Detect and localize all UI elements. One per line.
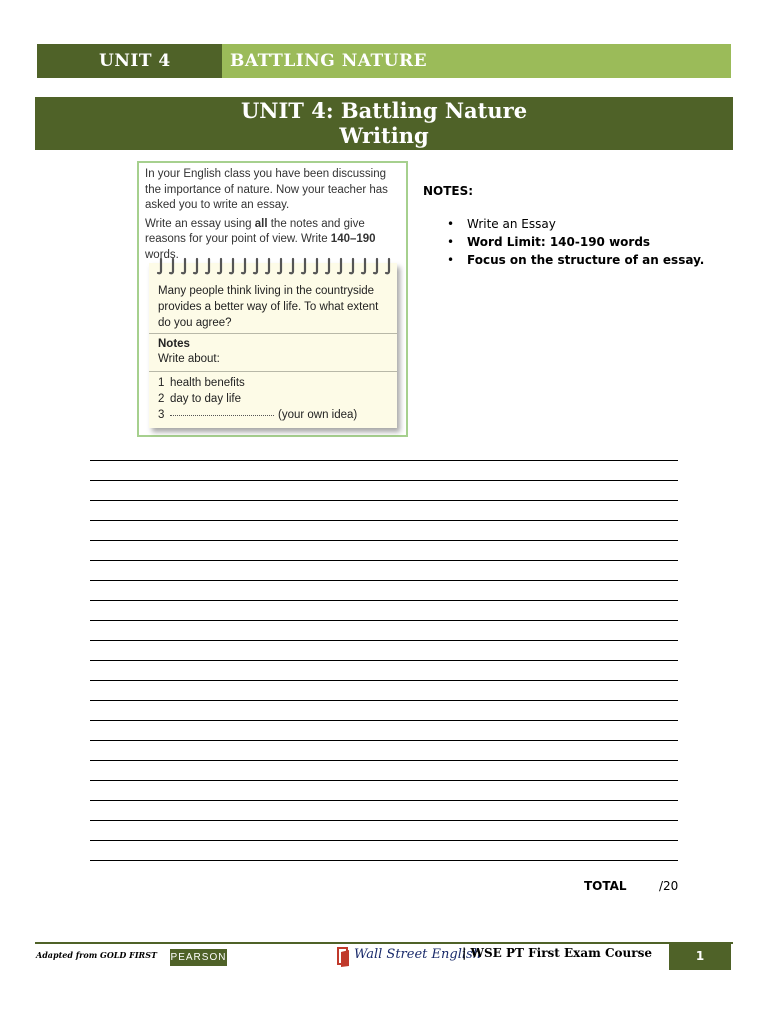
spiral-ring: [242, 259, 245, 273]
note-item-3: [158, 409, 357, 421]
notepad-divider: [149, 333, 397, 334]
total-label: TOTAL: [584, 879, 627, 893]
writing-line[interactable]: [90, 620, 678, 621]
writing-line[interactable]: [90, 780, 678, 781]
notepad-notes-subheading: Write about:: [158, 353, 220, 365]
notes-list: [447, 215, 704, 269]
wse-logo-text: Wall Street English: [354, 947, 482, 962]
task-instructions-p1: In your English class you have been discussing the importance of nature. Now your teacher has asked you to write an essay.: [145, 168, 388, 211]
notes-list-item: [447, 233, 704, 251]
spiral-ring: [158, 259, 161, 273]
spiral-ring: [206, 259, 209, 273]
note-item-2: [158, 393, 241, 405]
essay-question: Many people think living in the countryside provides a better way of life. To what extent do you agree?: [158, 285, 379, 329]
spiral-ring: [254, 259, 257, 273]
writing-line[interactable]: [90, 760, 678, 761]
exam-task-box: [137, 161, 408, 437]
spiral-ring: [386, 259, 389, 273]
note-item-number: 2: [158, 393, 165, 405]
footer-divider: [35, 942, 733, 944]
task-instructions: [145, 167, 403, 266]
writing-line[interactable]: [90, 500, 678, 501]
writing-line[interactable]: [90, 640, 678, 641]
notepad-card: [149, 263, 397, 428]
footer-source-credit: Adapted from GOLD FIRST: [36, 950, 157, 960]
task-instructions-word-range: 140–190: [330, 233, 376, 245]
unit-header-bar: [37, 44, 731, 78]
task-instructions-p2-c: the notes and give reasons for your point of view. Write: [145, 217, 365, 245]
spiral-ring: [194, 259, 197, 273]
writing-line[interactable]: [90, 680, 678, 681]
notes-list-item-text: Word Limit: 140-190 words: [467, 235, 651, 249]
writing-line[interactable]: [90, 840, 678, 841]
notes-list-item: [447, 251, 704, 269]
writing-line[interactable]: [90, 520, 678, 521]
wse-logo-icon: [337, 946, 351, 968]
spiral-ring: [338, 259, 341, 273]
footer-course-name: | WSE PT First Exam Course: [462, 946, 652, 960]
spiral-ring: [182, 259, 185, 273]
writing-line[interactable]: [90, 720, 678, 721]
page-number-box: [669, 944, 731, 970]
note-item-number: 1: [158, 377, 165, 389]
note-item-text: health benefits: [170, 377, 245, 389]
writing-line[interactable]: [90, 460, 678, 461]
spiral-ring: [326, 259, 329, 273]
spiral-ring: [350, 259, 353, 273]
writing-line[interactable]: [90, 540, 678, 541]
note-item-text: day to day life: [170, 393, 241, 405]
spiral-ring: [362, 259, 365, 273]
writing-line[interactable]: [90, 580, 678, 581]
spiral-ring: [230, 259, 233, 273]
writing-line[interactable]: [90, 480, 678, 481]
spiral-ring: [374, 259, 377, 273]
writing-line[interactable]: [90, 560, 678, 561]
spiral-ring: [266, 259, 269, 273]
pearson-logo: PEARSON: [170, 949, 227, 966]
writing-line[interactable]: [90, 660, 678, 661]
writing-line[interactable]: [90, 600, 678, 601]
blank-dotted-line: [170, 415, 274, 416]
writing-line[interactable]: [90, 700, 678, 701]
notes-list-item: • Write an Essay: [447, 215, 704, 233]
spiral-ring: [278, 259, 281, 273]
writing-line[interactable]: [90, 820, 678, 821]
writing-line[interactable]: [90, 740, 678, 741]
note-item-1: [158, 377, 245, 389]
spiral-ring: [302, 259, 305, 273]
unit-title: BATTLING NATURE: [230, 51, 428, 71]
page-title-band: [35, 97, 733, 150]
task-instructions-all: all: [254, 217, 268, 230]
task-instructions-p2-e: words.: [145, 248, 179, 261]
unit-label-cell: [37, 44, 222, 78]
page-subtitle: Writing: [339, 123, 429, 148]
note-item-text: (your own idea): [278, 409, 358, 421]
spiral-ring: [290, 259, 293, 273]
task-instructions-p2-a: Write an essay using: [145, 217, 255, 230]
spiral-ring: [218, 259, 221, 273]
page-number: 1: [695, 949, 705, 963]
spiral-ring: [170, 259, 173, 273]
unit-label: UNIT 4: [99, 51, 171, 71]
writing-line[interactable]: [90, 860, 678, 861]
total-score: /20: [659, 879, 679, 893]
notepad-divider: [149, 371, 397, 372]
notes-heading: NOTES:: [423, 184, 474, 198]
notepad-notes-heading: Notes: [158, 338, 190, 350]
unit-title-cell: [222, 44, 731, 78]
spiral-binding-icon: [151, 255, 395, 277]
page-title: UNIT 4: Battling Nature: [240, 98, 528, 123]
spiral-ring: [314, 259, 317, 273]
notes-list-item-text: Focus on the structure of an essay.: [467, 253, 705, 267]
note-item-number: 3: [158, 409, 165, 421]
writing-line[interactable]: [90, 800, 678, 801]
